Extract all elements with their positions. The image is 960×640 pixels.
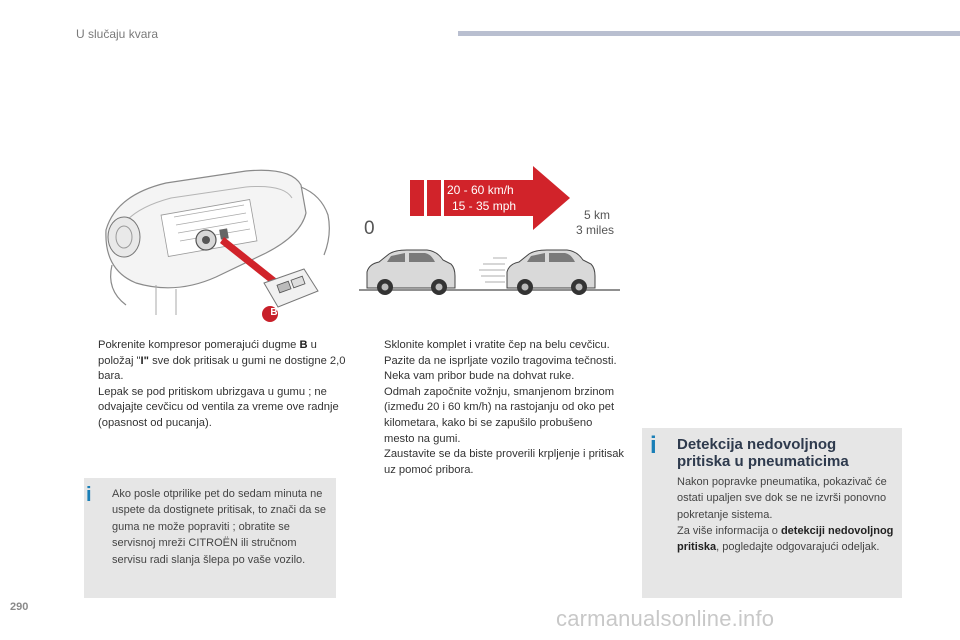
forward-arrow-icon [444,166,570,230]
info-box-right-bold-ref: detekciji nedovoljnog pritiska [677,524,894,554]
speed-kmh-label: 20 - 60 km/h [447,183,514,197]
header-bar [458,31,960,36]
step-2-text: Sklonite komplet i vratite čep na belu cevčicu. [384,339,610,351]
speed-bar-1 [410,180,424,216]
step-3 [362,385,624,447]
middle-column [362,338,624,478]
section-title: U slučaju kvara [76,27,159,41]
info-box-right [642,428,902,598]
info-box-right-para-2 [677,523,899,556]
watermark: carmanualsonline.info [556,606,775,631]
step-3-text: Odmah započnite vožnju, smanjenom brzinom (između 20 i 60 km/h) na rastojanju od oko pet kilometara, kako bi se zapušilo probušeno mesto na gumi. [384,385,615,445]
step-1 [76,338,346,432]
speed-bar-2 [427,180,441,216]
car-icon-left [367,250,455,295]
step-1-text-end: sve dok pritisak u gumi ne dostigne 2,0 bara. [98,354,346,383]
info-box-left-text: Ako posle otprilike pet do sedam minuta ne uspete da dostignete pritisak, to znači da se guma ne može popraviti ; obratite se servisnoj mreži CITROËN ili stručnom servisu radi slanja šlepa po vaše vozilo. [112,488,327,566]
step-1-warning: Lepak se pod pritiskom ubrizgava u gumu ; ne odvajajte cevčicu od ventila za vreme ove radnje (opasnost od pucanja). [98,385,339,429]
page-number: 290 [10,601,29,613]
info-box-left [84,478,336,598]
step-1-position-ref: I" [140,354,149,367]
step-4-text: Zaustavite se da biste proverili krpljenje i pritisak uz pomoć pribora. [384,448,625,476]
info-box-right-para-2-end: , pogledajte odgovarajući odeljak. [716,541,880,554]
step-4 [362,447,624,478]
left-column [76,338,346,432]
info-box-right-para-2-start: Za više informacija o [677,524,781,537]
info-box-right-title: Detekcija nedovoljnog pritiska u pneumaticima [677,436,849,470]
car-icon-right [507,250,595,295]
distance-miles-label: 3 miles [576,223,615,237]
button-b-label: B [270,307,278,318]
start-label: 0 [364,218,375,239]
step-1-text-cont: u položaj " [98,339,317,367]
distance-km-label: 5 km [584,208,611,222]
info-box-right-text [677,474,899,555]
motion-lines [479,258,507,282]
info-icon: i [650,432,657,459]
step-1-button-ref: B [299,339,308,351]
info-box-right-para-1: Nakon popravke pneumatika, pokazivač će ostati upaljen sve dok se ne izvrši ponovno pokretanje sistema. [677,476,887,521]
step-2-note: Pazite da ne isprljate vozilo tragovima tečnosti. Neka vam pribor bude na dohvat ruke. [384,354,617,383]
compressor-illustration [96,165,336,325]
info-icon: i [86,484,92,506]
speed-mph-label: 15 - 35 mph [452,199,517,213]
step-2 [362,338,624,385]
step-1-text: Pokrenite kompresor pomerajući dugme [98,339,300,351]
